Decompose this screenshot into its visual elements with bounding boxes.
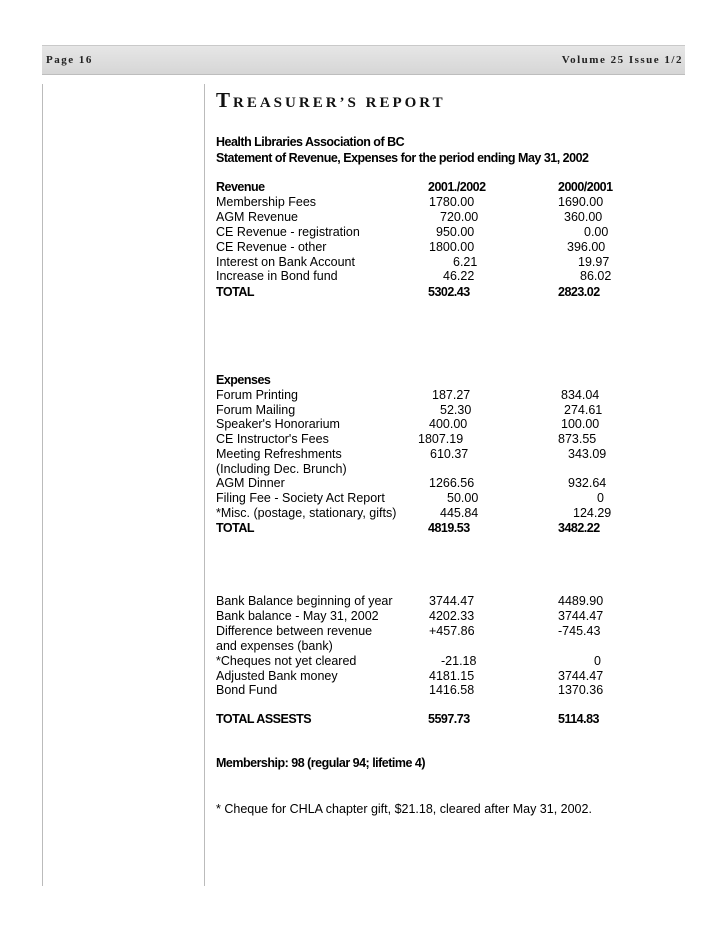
volume-issue: Volume 25 Issue 1/2 — [561, 54, 683, 66]
table-row: Bond Fund 1416.58 1370.36 — [216, 683, 604, 697]
page-number: Page 16 — [46, 54, 93, 66]
table-row: CE Revenue - other 1800.00 396.00 — [216, 240, 606, 254]
table-row: Meeting Refreshments 610.37 343.09 — [216, 447, 607, 461]
table-row: Speaker's Honorarium 400.00 100.00 — [216, 417, 600, 431]
page-title: TREASURER’S REPORT — [216, 88, 446, 112]
table-row: and expenses (bank) — [216, 639, 333, 653]
revenue-heading: Revenue 2001./2002 2000/2001 — [216, 180, 613, 194]
table-row: Forum Printing 187.27 834.04 — [216, 388, 600, 402]
table-row: AGM Dinner 1266.56 932.64 — [216, 476, 607, 490]
table-row: *Cheques not yet cleared -21.18 0 — [216, 654, 601, 668]
left-margin-rule — [42, 84, 43, 886]
table-row: Difference between revenue +457.86 -745.43 — [216, 624, 601, 638]
table-row: CE Instructor's Fees 1807.19 873.55 — [216, 432, 597, 446]
table-row: Bank Balance beginning of year 3744.47 4489.90 — [216, 594, 604, 608]
table-row: Filing Fee - Society Act Report 50.00 0 — [216, 491, 604, 505]
content-rule — [204, 84, 205, 886]
table-row: Bank balance - May 31, 2002 4202.33 3744.47 — [216, 609, 604, 623]
expenses-total-row: TOTAL 4819.53 3482.22 — [216, 521, 600, 535]
table-row: CE Revenue - registration 950.00 0.00 — [216, 225, 609, 239]
table-row: AGM Revenue 720.00 360.00 — [216, 210, 603, 224]
statement-title: Statement of Revenue, Expenses for the period ending May 31, 2002 — [216, 151, 589, 165]
table-row: *Misc. (postage, stationary, gifts) 445.84 124.29 — [216, 506, 612, 520]
total-assets-row: TOTAL ASSESTS 5597.73 5114.83 — [216, 712, 599, 726]
table-row: (Including Dec. Brunch) — [216, 462, 347, 476]
table-row: Increase in Bond fund 46.22 86.02 — [216, 269, 612, 283]
footnote: * Cheque for CHLA chapter gift, $21.18, cleared after May 31, 2002. — [216, 802, 592, 816]
organization-name: Health Libraries Association of BC — [216, 135, 405, 149]
table-row: Forum Mailing 52.30 274.61 — [216, 403, 603, 417]
page-header — [42, 45, 685, 75]
membership-summary: Membership: 98 (regular 94; lifetime 4) — [216, 756, 426, 770]
revenue-total-row: TOTAL 5302.43 2823.02 — [216, 285, 600, 299]
table-row: Interest on Bank Account 6.21 19.97 — [216, 255, 610, 269]
expenses-heading: Expenses — [216, 373, 271, 387]
table-row: Adjusted Bank money 4181.15 3744.47 — [216, 669, 604, 683]
table-row: Membership Fees 1780.00 1690.00 — [216, 195, 604, 209]
